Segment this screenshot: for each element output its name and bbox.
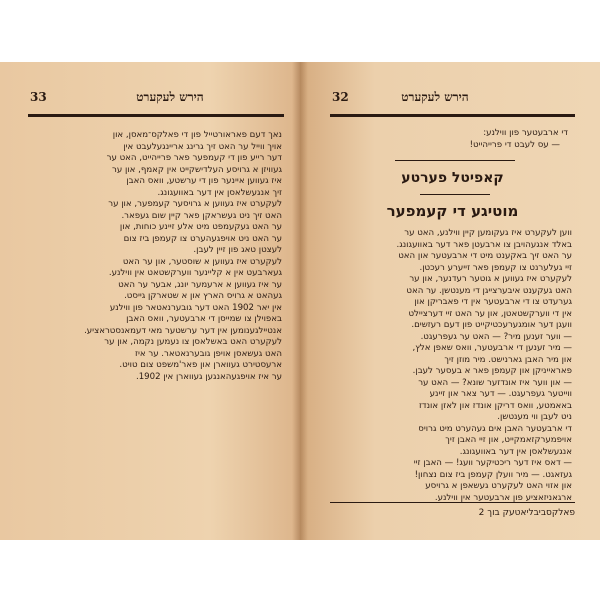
text-line: זיך אנגעשלאסן אין דער באוועגונג.: [157, 187, 282, 198]
text-line: די ארבעטער האבן אים געהערט מיט גרויס: [418, 423, 572, 434]
text-line: לעצטן טאג פון זיין לעבן.: [193, 245, 282, 255]
left-header-rule: [28, 114, 284, 117]
text-line: ער האט ניט אויפגעהערט צו קעמפן ביז צום: [123, 233, 282, 244]
text-line: ניט לעבן ווי מענטשן.: [497, 412, 572, 422]
text-line: דער רייע פון די קעמפער פאר פרייהייט, האט ער: [106, 153, 282, 163]
open-book: [0, 62, 600, 540]
chapter-title: מוטיגע די קעמפער: [386, 202, 519, 220]
text-line: ארעסטירט געווארן און פאר'משפט צום טויט.: [119, 360, 282, 370]
left-page-number: 33: [30, 90, 47, 104]
intro-line: די ארבעטער פון ווילנע:: [483, 128, 568, 138]
text-line: אנגעשלאסן אין דער באוועגונג.: [459, 446, 572, 457]
right-page-number: 32: [332, 90, 349, 104]
text-line: און אזוי האט לעקערט געשאפן א גרויסע: [425, 481, 572, 491]
text-line: געזאגט. — מיר וועלן קעמפן ביז צום נצחון!: [414, 469, 572, 480]
left-page: [0, 62, 300, 540]
right-page-body: [332, 228, 572, 504]
text-line: לעקערט איז געווען א שוסטער, און ער האט: [122, 256, 282, 267]
text-line: לעקערט האט באשלאסן צו נעמען נקמה, און ער: [104, 337, 282, 347]
text-line: איז געווען איינער פון די ערשטע, וואס האבן: [126, 176, 282, 186]
divider-rule: [395, 160, 515, 161]
text-line: אנטיילגענומען אין דער ערשטער מאי דעמאנסטראציע.: [84, 325, 282, 336]
text-line: אויך ווייל ער האט זיך גרינג אריינגעלעבט אין: [123, 141, 282, 152]
text-line: לעקערט איז געווען א גרויסער קעמפער, און ער: [108, 199, 282, 209]
text-line: געוויזן א גרויסע העלדישקייט אין קאמף, און ער: [112, 164, 282, 175]
text-line: ער האט געקעמפט מיט אלע זיינע כוחות, און: [119, 222, 282, 232]
text-line: נאך דעם פאראורטייל פון די פאלקס־מאסן, און: [112, 130, 282, 140]
right-intro: [340, 128, 572, 151]
text-line: ער האט זיך באקענט מיט די ארבעטער און האט: [398, 251, 572, 261]
text-line: אין די ווערקשטאטן, און ער האט זיי דערציילט: [408, 308, 572, 319]
text-line: באלד אנגעהויבן צו ארבעטן פאר דער באוועגונג.: [396, 239, 572, 250]
text-line: געארבעט אין א קליינער ווערקשטאט אין ווילנע.: [108, 268, 282, 278]
text-line: לעקערט איז געווען א גוטער רעדנער, און ער: [409, 274, 572, 284]
intro-line: — עס לעבט די פרייהייט!: [469, 139, 560, 150]
text-line: ווייטער געפרעגט. — דער צאר און זיינע: [429, 389, 572, 399]
right-page: [300, 62, 600, 540]
left-page-header-title: הירש לעקערט: [136, 90, 204, 104]
text-line: — און ווער איז אונדזער שונא? — האט ער: [418, 377, 572, 388]
text-line: באאמטע, וואס דריקן אונדז און לאזן אונדז: [418, 400, 572, 411]
text-line: — ווער זענען מיר? — האט ער געפרעגט.: [420, 331, 572, 342]
text-line: און מיר האבן גארנישט. מיר מוזן זיך: [444, 354, 572, 365]
text-line: האט געקענט איבערצייגן די מענטשן. ער האט: [406, 285, 572, 296]
footer-text: פאלקסביבליאטעק בוך 2: [478, 508, 575, 518]
text-line: האט זיך ניט געשראקן פאר קיין שום געפאר.: [121, 210, 282, 221]
text-line: געהאט א גרויס הארץ און א שטארקן גייסט.: [124, 291, 282, 301]
chapter-rule: [420, 194, 490, 195]
text-line: זיי געלערנט צו קעמפן פאר זייערע רעכטן.: [419, 262, 572, 273]
footer-rule: [330, 502, 575, 503]
chapter-label: קאפיטל פערטע: [401, 170, 504, 186]
text-line: פאראייניקן און קעמפן פאר א בעסער לעבן.: [412, 366, 572, 376]
text-line: ווען לעקערט איז געקומען קיין ווילנע, האט ער: [404, 228, 572, 238]
text-line: ער איז געווען א ארעמער יונג, אבער ער האט: [118, 279, 282, 290]
text-line: אויפמערקזאמקייט, און זיי האבן זיך: [445, 435, 572, 445]
text-line: אין יאר 1902 האט דער גובערנאטאר פון ווילנע: [109, 302, 282, 313]
text-line: וועגן דער אומגערעכטיקייט פון דעם רעזשים.: [411, 320, 572, 330]
text-line: באפוילן צו שמייסן די ארבעטער, וואס האבן: [126, 314, 282, 324]
text-line: גערעדט צו די ארבעטער אין די פאבריקן און: [414, 297, 572, 307]
text-line: — דאס איז דער ריכטיקער וועג! — האבן זיי: [413, 458, 572, 468]
book-gutter: [292, 62, 308, 540]
text-line: — מיר זענען די ארבעטער, וואס שאפן אלץ,: [412, 343, 572, 353]
text-line: ארגאניזאציע פון ארבעטער אין ווילנע.: [434, 492, 572, 503]
left-page-body: [30, 130, 282, 383]
text-line: ער איז אויפגעהאנגען געווארן אין 1902.: [135, 371, 282, 382]
text-line: האט געשאסן אויפן גובערנאטאר. ער איז: [134, 348, 282, 359]
right-header-rule: [330, 114, 575, 117]
right-page-header-title: הירש לעקערט: [401, 90, 469, 104]
